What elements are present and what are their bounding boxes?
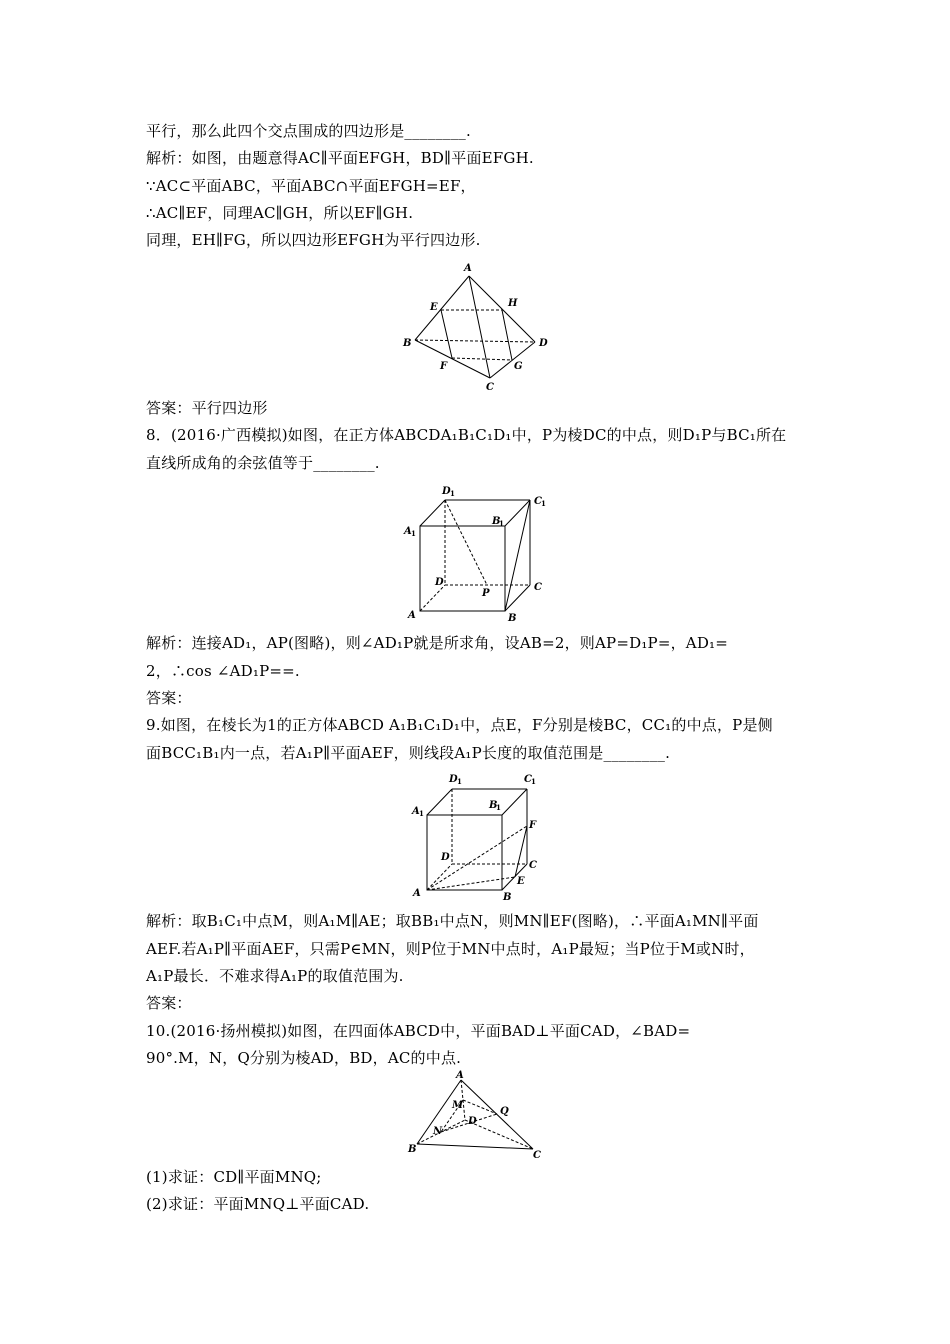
- label-N: N: [433, 1126, 443, 1137]
- label-F: F: [440, 361, 448, 372]
- text-line: 答案：平行四边形: [146, 399, 268, 417]
- label-B: B: [508, 613, 517, 624]
- label-C: C: [533, 1150, 541, 1161]
- label-B: B: [403, 338, 412, 349]
- label-E: E: [430, 302, 438, 313]
- label-D: D: [441, 852, 450, 863]
- text-line: 解析：取B₁C₁中点M，则A₁M∥AE；取BB₁中点N，则MN∥EF(图略)，∴平面A₁MN∥平面: [146, 912, 759, 930]
- text-line: 10.(2016·扬州模拟)如图，在四面体ABCD中，平面BAD⊥平面CAD，∠BAD=: [146, 1022, 691, 1040]
- text-line: AEF.若A₁P∥平面AEF，只需P∈MN，则P位于MN中点时，A₁P最短；当P位于M或N时，: [146, 940, 755, 958]
- label-H: H: [508, 298, 518, 309]
- label-A: A: [413, 888, 421, 899]
- label-A: A: [408, 610, 416, 621]
- label-F: F: [529, 820, 537, 831]
- text-line: 同理，EH∥FG，所以四边形EFGH为平行四边形.: [146, 231, 481, 249]
- label-B1: B: [489, 800, 498, 811]
- text-line: 平行，那么此四个交点围成的四边形是________.: [146, 122, 471, 140]
- label-C: C: [529, 860, 537, 871]
- label-D: D: [435, 577, 444, 588]
- text-line: (2)求证：平面MNQ⊥平面CAD.: [146, 1195, 370, 1213]
- text-line: 2，∴cos ∠AD₁P==.: [146, 662, 300, 680]
- text-line: ∵AC⊂平面ABC，平面ABC∩平面EFGH=EF，: [146, 177, 476, 195]
- label-B: B: [503, 892, 512, 903]
- label-P: P: [482, 588, 490, 599]
- label-D1: D: [449, 774, 458, 785]
- text-line: 90°.M，N，Q分别为棱AD，BD，AC的中点.: [146, 1049, 462, 1067]
- subscript-1: 1: [450, 489, 455, 498]
- subscript-1: 1: [541, 499, 546, 508]
- figure-cube-p: [400, 482, 560, 622]
- text-line: 直线所成角的余弦值等于________.: [146, 454, 380, 472]
- label-M: M: [452, 1100, 464, 1111]
- label-A: A: [464, 263, 472, 274]
- subscript-1: 1: [411, 529, 416, 538]
- text-line: 8．(2016·广西模拟)如图，在正方体ABCDA₁B₁C₁D₁中，P为棱DC的中点，则D₁P与BC₁所在: [146, 426, 787, 444]
- label-C1: C: [524, 774, 532, 785]
- label-Q: Q: [500, 1106, 509, 1117]
- label-D: D: [539, 338, 548, 349]
- text-line: 答案：: [146, 689, 192, 707]
- label-D1: D: [442, 486, 451, 497]
- text-line: A₁P最长．不难求得A₁P的取值范围为.: [146, 967, 404, 985]
- subscript-1: 1: [531, 777, 536, 786]
- text-line: (1)求证：CD∥平面MNQ;: [146, 1168, 322, 1186]
- label-A1: A: [404, 526, 412, 537]
- text-line: 解析：连接AD₁，AP(图略)，则∠AD₁P就是所求角，设AB=2，则AP=D₁P=，AD₁=: [146, 634, 729, 652]
- label-B1: B: [492, 516, 501, 527]
- text-line: ∴AC∥EF，同理AC∥GH，所以EF∥GH.: [146, 204, 414, 222]
- figure-tetrahedron-efgh: [400, 258, 560, 393]
- subscript-1: 1: [457, 777, 462, 786]
- label-A1: A: [412, 806, 420, 817]
- label-E: E: [517, 876, 525, 887]
- label-C: C: [486, 382, 494, 393]
- label-B: B: [408, 1144, 417, 1155]
- label-C1: C: [534, 496, 542, 507]
- text-line: 答案：: [146, 994, 192, 1012]
- text-line: 9.如图，在棱长为1的正方体ABCD A₁B₁C₁D₁中，点E，F分别是棱BC，CC₁的中点，P是侧: [146, 716, 773, 734]
- label-D: D: [468, 1116, 477, 1127]
- label-A: A: [456, 1070, 464, 1081]
- figure-cube-ef: [405, 770, 555, 905]
- label-C: C: [534, 582, 542, 593]
- label-G: G: [514, 361, 523, 372]
- subscript-1: 1: [419, 809, 424, 818]
- text-line: 解析：如图，由题意得AC∥平面EFGH，BD∥平面EFGH.: [146, 149, 534, 167]
- text-line: 面BCC₁B₁内一点，若A₁P∥平面AEF，则线段A₁P长度的取值范围是________.: [146, 744, 671, 762]
- subscript-1: 1: [499, 519, 504, 528]
- figure-tetrahedron-mnq: [405, 1072, 550, 1162]
- subscript-1: 1: [496, 803, 501, 812]
